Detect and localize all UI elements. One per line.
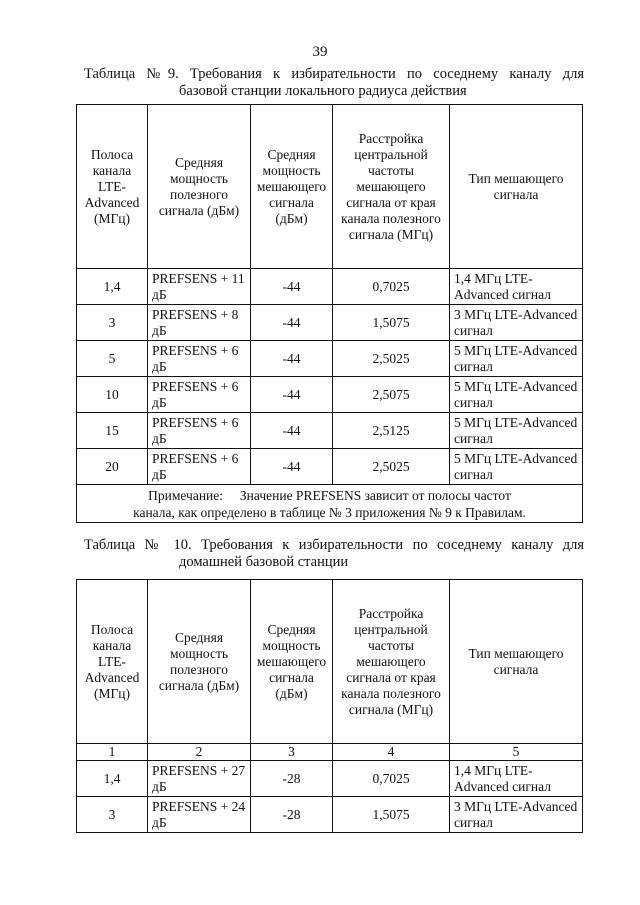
header-interferer-power: Средняя мощность мешающего сигнала (дБм) — [251, 580, 333, 744]
cell-wanted-power: PREFSENS + 6 дБ — [148, 341, 251, 377]
cell-frequency-offset: 1,5075 — [333, 305, 450, 341]
page-number: 39 — [312, 44, 328, 60]
cell-wanted-power: PREFSENS + 6 дБ — [148, 413, 251, 449]
table-10-caption — [84, 537, 584, 571]
cell-interferer-power: -44 — [251, 305, 333, 341]
cell-interferer-power: -44 — [251, 341, 333, 377]
header-bandwidth: Полоса канала LTE-Advanced (МГц) — [77, 580, 148, 744]
cell-frequency-offset: 2,5025 — [333, 341, 450, 377]
header-wanted-power: Средняя мощность полезного сигнала (дБм) — [148, 105, 251, 269]
cell-frequency-offset: 1,5075 — [333, 797, 450, 833]
cell-bandwidth: 15 — [77, 413, 148, 449]
cell-wanted-power: PREFSENS + 8 дБ — [148, 305, 251, 341]
table-note — [77, 485, 583, 523]
cell-wanted-power: PREFSENS + 24 дБ — [148, 797, 251, 833]
cell-wanted-power: PREFSENS + 6 дБ — [148, 377, 251, 413]
cell-interferer-type: 5 МГц LTE-Advanced сигнал — [450, 377, 583, 413]
cell-interferer-power: -44 — [251, 449, 333, 485]
table-row — [77, 305, 583, 341]
cell-frequency-offset: 2,5075 — [333, 377, 450, 413]
cell-interferer-power: -44 — [251, 413, 333, 449]
table-row — [77, 413, 583, 449]
cell-interferer-type: 5 МГц LTE-Advanced сигнал — [450, 341, 583, 377]
cell-bandwidth: 3 — [77, 797, 148, 833]
cell-frequency-offset: 0,7025 — [333, 761, 450, 797]
table-10 — [76, 579, 583, 833]
cell-bandwidth: 1,4 — [77, 761, 148, 797]
table-9 — [76, 104, 583, 523]
header-interferer-type: Тип мешающего сигнала — [450, 105, 583, 269]
cell-wanted-power: PREFSENS + 6 дБ — [148, 449, 251, 485]
table-row — [77, 761, 583, 797]
header-frequency-offset: Расстройка центральной частоты мешающего сигнала от края канала полезного сигнала (МГц) — [333, 580, 450, 744]
column-number: 3 — [251, 744, 333, 761]
cell-interferer-type: 3 МГц LTE-Advanced сигнал — [450, 797, 583, 833]
table-9-caption — [84, 66, 584, 100]
note-line2: канала, как определено в таблице № 3 приложения № 9 к Правилам. — [133, 504, 526, 520]
header-frequency-offset: Расстройка центральной частоты мешающего сигнала от края канала полезного сигнала (МГц) — [333, 105, 450, 269]
cell-bandwidth: 20 — [77, 449, 148, 485]
table-header-row — [77, 105, 583, 269]
cell-bandwidth: 10 — [77, 377, 148, 413]
table-row — [77, 377, 583, 413]
header-interferer-power: Средняя мощность мешающего сигнала (дБм) — [251, 105, 333, 269]
table-row — [77, 797, 583, 833]
table-note-row — [77, 485, 583, 523]
table-row — [77, 269, 583, 305]
table-header-row — [77, 580, 583, 744]
cell-frequency-offset: 2,5025 — [333, 449, 450, 485]
cell-interferer-type: 1,4 МГц LTE-Advanced сигнал — [450, 761, 583, 797]
cell-interferer-power: -28 — [251, 797, 333, 833]
cell-interferer-type: 5 МГц LTE-Advanced сигнал — [450, 449, 583, 485]
cell-interferer-type: 5 МГц LTE-Advanced сигнал — [450, 413, 583, 449]
table-9-caption-line2: базовой станции локального радиуса действия — [179, 83, 467, 99]
table-10-caption-line1: Таблица № 10. Требования к избирательности по соседнему каналу для — [84, 537, 584, 553]
cell-interferer-power: -44 — [251, 377, 333, 413]
column-number: 2 — [148, 744, 251, 761]
column-number: 4 — [333, 744, 450, 761]
column-number-row — [77, 744, 583, 761]
cell-wanted-power: PREFSENS + 11 дБ — [148, 269, 251, 305]
column-number: 5 — [450, 744, 583, 761]
cell-interferer-type: 3 МГц LTE-Advanced сигнал — [450, 305, 583, 341]
note-line1: Примечание: Значение PREFSENS зависит от полосы частот — [148, 487, 511, 503]
table-10-caption-line2: домашней базовой станции — [179, 554, 349, 570]
header-interferer-type: Тип мешающего сигнала — [450, 580, 583, 744]
cell-frequency-offset: 2,5125 — [333, 413, 450, 449]
cell-bandwidth: 3 — [77, 305, 148, 341]
header-wanted-power: Средняя мощность полезного сигнала (дБм) — [148, 580, 251, 744]
column-number: 1 — [77, 744, 148, 761]
cell-interferer-power: -44 — [251, 269, 333, 305]
cell-frequency-offset: 0,7025 — [333, 269, 450, 305]
cell-wanted-power: PREFSENS + 27 дБ — [148, 761, 251, 797]
cell-bandwidth: 5 — [77, 341, 148, 377]
table-row — [77, 341, 583, 377]
cell-interferer-type: 1,4 МГц LTE-Advanced сигнал — [450, 269, 583, 305]
table-9-caption-line1: Таблица №9. Требования к избирательности по соседнему каналу для — [84, 66, 584, 82]
header-bandwidth: Полоса канала LTE-Advanced (МГц) — [77, 105, 148, 269]
table-row — [77, 449, 583, 485]
cell-bandwidth: 1,4 — [77, 269, 148, 305]
cell-interferer-power: -28 — [251, 761, 333, 797]
